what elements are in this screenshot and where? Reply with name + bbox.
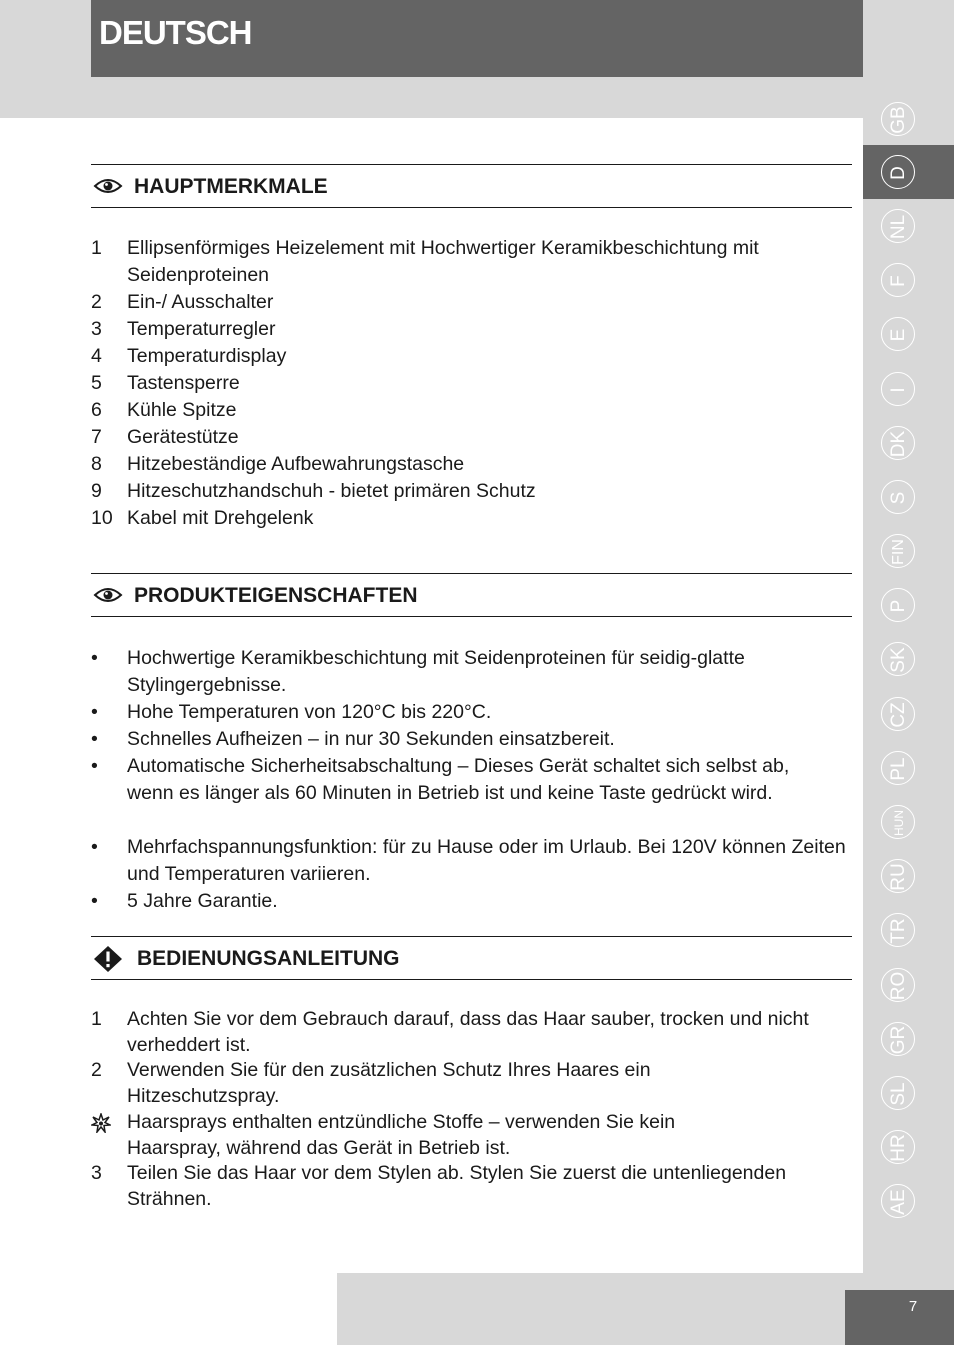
lang-tab-ru[interactable]: RU xyxy=(863,849,954,903)
lang-tab-hun[interactable]: HUN xyxy=(863,795,954,849)
lang-tab-fin[interactable]: FIN xyxy=(863,524,954,578)
eye-icon xyxy=(93,584,123,606)
lang-tab-pl[interactable]: PL xyxy=(863,741,954,795)
eye-icon xyxy=(93,175,123,197)
section-title-instructions: BEDIENUNGSANLEITUNG xyxy=(137,947,400,970)
section-header-features xyxy=(91,164,852,208)
lang-tab-ae[interactable]: AE xyxy=(863,1174,954,1228)
lang-tab-d[interactable]: D xyxy=(863,145,954,199)
lang-tab-cz[interactable]: CZ xyxy=(863,687,954,741)
lang-tab-ro[interactable]: RO xyxy=(863,958,954,1012)
page-number: 7 xyxy=(908,1298,918,1315)
lang-tab-sl[interactable]: SL xyxy=(863,1066,954,1120)
caution-star-icon xyxy=(91,1113,111,1133)
lang-tab-sk[interactable]: SK xyxy=(863,632,954,686)
section-header-instructions xyxy=(91,936,852,980)
lang-tab-i[interactable]: I xyxy=(863,362,954,416)
header-bar xyxy=(91,0,863,77)
warning-icon xyxy=(93,945,123,973)
lang-tab-gb[interactable]: GB xyxy=(863,92,954,146)
section-title-properties: PRODUKTEIGENSCHAFTEN xyxy=(134,584,418,607)
lang-tab-gr[interactable]: GR xyxy=(863,1012,954,1066)
lang-tab-s[interactable]: S xyxy=(863,470,954,524)
lang-tab-dk[interactable]: DK xyxy=(863,416,954,470)
section-title-features: HAUPTMERKMALE xyxy=(134,175,328,198)
lang-tab-hr[interactable]: HR xyxy=(863,1120,954,1174)
lang-tab-tr[interactable]: TR xyxy=(863,903,954,957)
lang-tab-f[interactable]: F xyxy=(863,253,954,307)
lang-tab-e[interactable]: E xyxy=(863,307,954,361)
section-header-properties xyxy=(91,573,852,617)
page-title: DEUTSCH xyxy=(99,14,252,51)
lang-tab-p[interactable]: P xyxy=(863,578,954,632)
page-number-box xyxy=(845,1290,954,1345)
lang-tab-nl[interactable]: NL xyxy=(863,199,954,253)
